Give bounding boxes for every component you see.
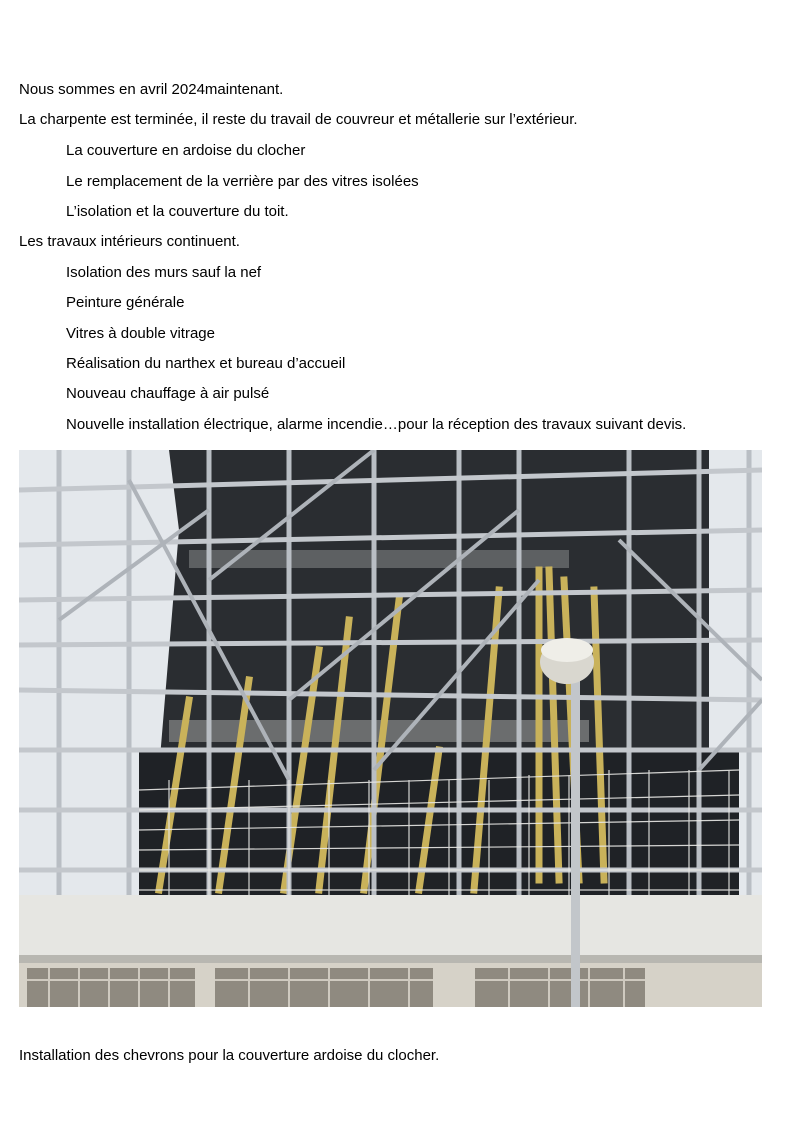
interior-item: Nouvelle installation électrique, alarme incendie…pour la réception des travaux suivant devis.: [66, 416, 687, 433]
interior-item: Peinture générale: [66, 294, 185, 311]
interior-item: Réalisation du narthex et bureau d’accueil: [66, 355, 346, 372]
exterior-item: Le remplacement de la verrière par des vitres isolées: [66, 173, 419, 190]
concrete-shadow: [19, 955, 762, 963]
exterior-item: L’isolation et la couverture du toit.: [66, 203, 289, 220]
window-grilles: [27, 968, 645, 1007]
scaffolding-photo-drawing: [19, 450, 762, 1007]
photo-caption: Installation des chevrons pour la couverture ardoise du clocher.: [19, 1047, 440, 1064]
exterior-item: La couverture en ardoise du clocher: [66, 142, 306, 159]
interior-heading: Les travaux intérieurs continuent.: [19, 233, 240, 250]
interior-item: Nouveau chauffage à air pulsé: [66, 385, 270, 402]
scaffolding-photo: [19, 450, 762, 1007]
intro-line: Nous sommes en avril 2024maintenant.: [19, 81, 284, 98]
interior-item: Isolation des murs sauf la nef: [66, 264, 262, 281]
interior-item: Vitres à double vitrage: [66, 325, 215, 342]
concrete-parapet: [19, 895, 762, 963]
exterior-heading: La charpente est terminée, il reste du travail de couvreur et métallerie sur l’extérieur.: [19, 111, 578, 128]
